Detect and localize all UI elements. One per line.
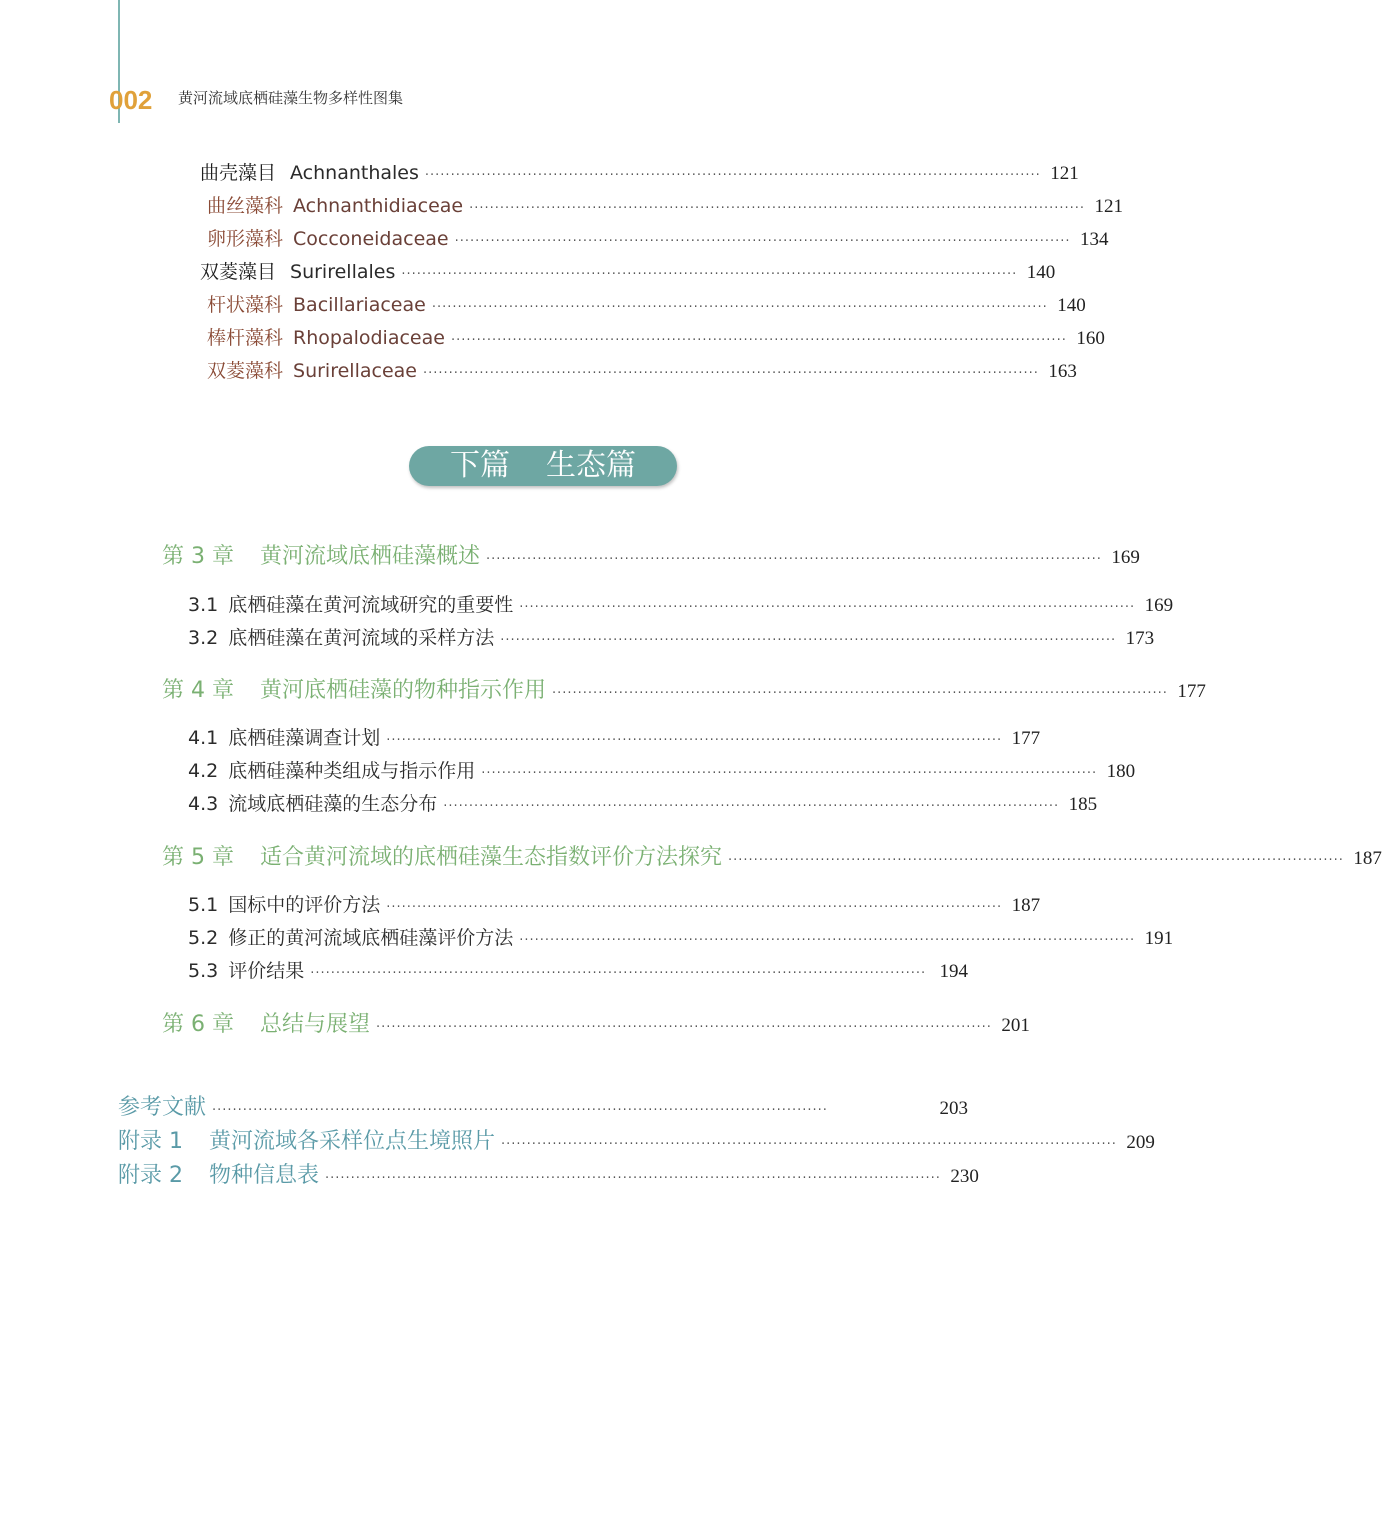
section-page: 180: [1106, 761, 1136, 782]
toc-references[interactable]: [118, 1090, 968, 1121]
section-page: 177: [1011, 728, 1041, 749]
leader-dots: ························································································································: [728, 853, 1344, 868]
chapter-title: 总结与展望: [259, 1012, 370, 1037]
part-banner: [409, 446, 677, 486]
banner-title: 生态篇: [546, 448, 636, 483]
section-page: 173: [1125, 628, 1155, 649]
toc-entry-family[interactable]: [207, 290, 1086, 317]
chapter-page: 201: [1001, 1015, 1030, 1036]
leader-dots: ························································································································: [501, 1137, 1117, 1152]
toc-entry-family[interactable]: [207, 356, 1077, 383]
leader-dots: ························································································································: [386, 900, 1003, 915]
running-title: 黄河流域底栖硅藻生物多样性图集: [178, 89, 404, 107]
entry-cn: 杆状藻科: [207, 294, 284, 316]
section-page: 187: [1011, 895, 1041, 916]
leader-dots: ························································································································: [422, 366, 1039, 381]
entry-cn: 双菱藻目: [200, 261, 277, 283]
entry-page: 140: [1057, 295, 1086, 316]
section-title: 底栖硅藻在黄河流域研究的重要性: [228, 594, 514, 616]
section-title: 国标中的评价方法: [228, 894, 381, 916]
chapter-title: 适合黄河流域的底栖硅藻生态指数评价方法探究: [259, 845, 722, 870]
section-number: 4.3: [188, 793, 219, 815]
leader-dots: ························································································································: [325, 1171, 941, 1186]
toc-entry-order[interactable]: [200, 158, 1079, 185]
leader-dots: ························································································································: [212, 1103, 828, 1118]
entry-cn: 双菱藻科: [207, 360, 284, 382]
section-title: 底栖硅藻种类组成与指示作用: [228, 760, 476, 782]
back-matter-label: 附录 1: [118, 1129, 183, 1154]
entry-latin: Surirellales: [290, 261, 396, 283]
chapter-page: 169: [1111, 547, 1140, 568]
toc-chapter[interactable]: [162, 673, 1206, 704]
section-page: 185: [1068, 794, 1098, 815]
toc-appendix[interactable]: [118, 1158, 979, 1189]
toc-section[interactable]: [188, 590, 1174, 617]
back-matter-label: 附录 2: [118, 1163, 183, 1188]
back-matter-page: 209: [1126, 1132, 1155, 1153]
entry-latin: Cocconeidaceae: [293, 228, 449, 250]
entry-latin: Rhopalodiaceae: [293, 327, 445, 349]
back-matter-title: 物种信息表: [209, 1163, 320, 1188]
entry-latin: Achnanthales: [290, 162, 419, 184]
entry-latin: Bacillariaceae: [293, 294, 426, 316]
leader-dots: ························································································································: [310, 966, 927, 981]
section-title: 底栖硅藻调查计划: [228, 727, 381, 749]
section-number: 5.2: [188, 927, 219, 949]
leader-dots: ························································································································: [481, 766, 1098, 781]
page-number: 002: [109, 85, 153, 115]
entry-page: 121: [1050, 163, 1079, 184]
leader-dots: ························································································································: [519, 933, 1136, 948]
section-number: 3.1: [188, 594, 219, 616]
back-matter-page: 203: [939, 1098, 968, 1119]
toc-section[interactable]: [188, 890, 1041, 917]
leader-dots: ························································································································: [401, 267, 1018, 282]
section-title: 底栖硅藻在黄河流域的采样方法: [228, 627, 495, 649]
toc-chapter[interactable]: [162, 840, 1382, 871]
entry-page: 163: [1048, 361, 1077, 382]
leader-dots: ························································································································: [519, 600, 1136, 615]
toc-entry-family[interactable]: [207, 323, 1105, 350]
leader-dots: ························································································································: [431, 300, 1048, 315]
back-matter-page: 230: [950, 1166, 979, 1187]
leader-dots: ························································································································: [552, 686, 1168, 701]
chapter-page: 187: [1353, 848, 1382, 869]
entry-page: 134: [1080, 229, 1109, 250]
section-page: 169: [1144, 595, 1174, 616]
section-number: 3.2: [188, 627, 219, 649]
entry-cn: 棒杆藻科: [207, 327, 284, 349]
toc-section[interactable]: [188, 723, 1041, 750]
entry-cn: 曲壳藻目: [200, 162, 277, 184]
section-title: 修正的黄河流域底栖硅藻评价方法: [228, 927, 514, 949]
chapter-number: 第 3 章: [162, 544, 234, 569]
section-page: 194: [939, 961, 968, 982]
section-page: 191: [1144, 928, 1174, 949]
toc-section[interactable]: [188, 623, 1155, 650]
entry-latin: Surirellaceae: [293, 360, 417, 382]
entry-page: 121: [1094, 196, 1124, 217]
toc-section[interactable]: [188, 789, 1098, 816]
chapter-page: 177: [1177, 681, 1206, 702]
back-matter-label: 参考文献: [118, 1095, 207, 1120]
section-number: 4.2: [188, 760, 219, 782]
back-matter-title: 黄河流域各采样位点生境照片: [209, 1129, 496, 1154]
chapter-number: 第 4 章: [162, 678, 234, 703]
toc-appendix[interactable]: [118, 1124, 1155, 1155]
leader-dots: ························································································································: [469, 201, 1086, 216]
section-number: 4.1: [188, 727, 219, 749]
banner-part: 下篇: [450, 448, 510, 483]
chapter-number: 第 5 章: [162, 845, 234, 870]
entry-page: 140: [1026, 262, 1056, 283]
chapter-number: 第 6 章: [162, 1012, 234, 1037]
toc-chapter[interactable]: [162, 1007, 1030, 1038]
toc-section[interactable]: [188, 756, 1136, 783]
toc-entry-order[interactable]: [200, 257, 1056, 284]
section-number: 5.3: [188, 960, 219, 982]
leader-dots: ························································································································: [443, 799, 1060, 814]
leader-dots: ························································································································: [424, 168, 1041, 183]
section-title: 评价结果: [228, 960, 305, 982]
toc-section[interactable]: [188, 923, 1174, 950]
entry-page: 160: [1076, 328, 1105, 349]
chapter-title: 黄河流域底栖硅藻概述: [259, 544, 480, 569]
entry-cn: 曲丝藻科: [207, 195, 284, 217]
entry-cn: 卵形藻科: [207, 228, 284, 250]
toc-section[interactable]: [188, 956, 968, 983]
leader-dots: ························································································································: [486, 552, 1102, 567]
toc-entry-family[interactable]: [207, 191, 1124, 218]
section-number: 5.1: [188, 894, 219, 916]
leader-dots: ························································································································: [450, 333, 1067, 348]
leader-dots: ························································································································: [500, 633, 1117, 648]
toc-entry-family[interactable]: [207, 224, 1109, 251]
leader-dots: ························································································································: [376, 1020, 992, 1035]
section-title: 流域底栖硅藻的生态分布: [228, 793, 438, 815]
toc-chapter[interactable]: [162, 539, 1140, 570]
chapter-title: 黄河底栖硅藻的物种指示作用: [259, 678, 546, 703]
leader-dots: ························································································································: [386, 733, 1003, 748]
leader-dots: ························································································································: [454, 234, 1071, 249]
entry-latin: Achnanthidiaceae: [293, 195, 464, 217]
